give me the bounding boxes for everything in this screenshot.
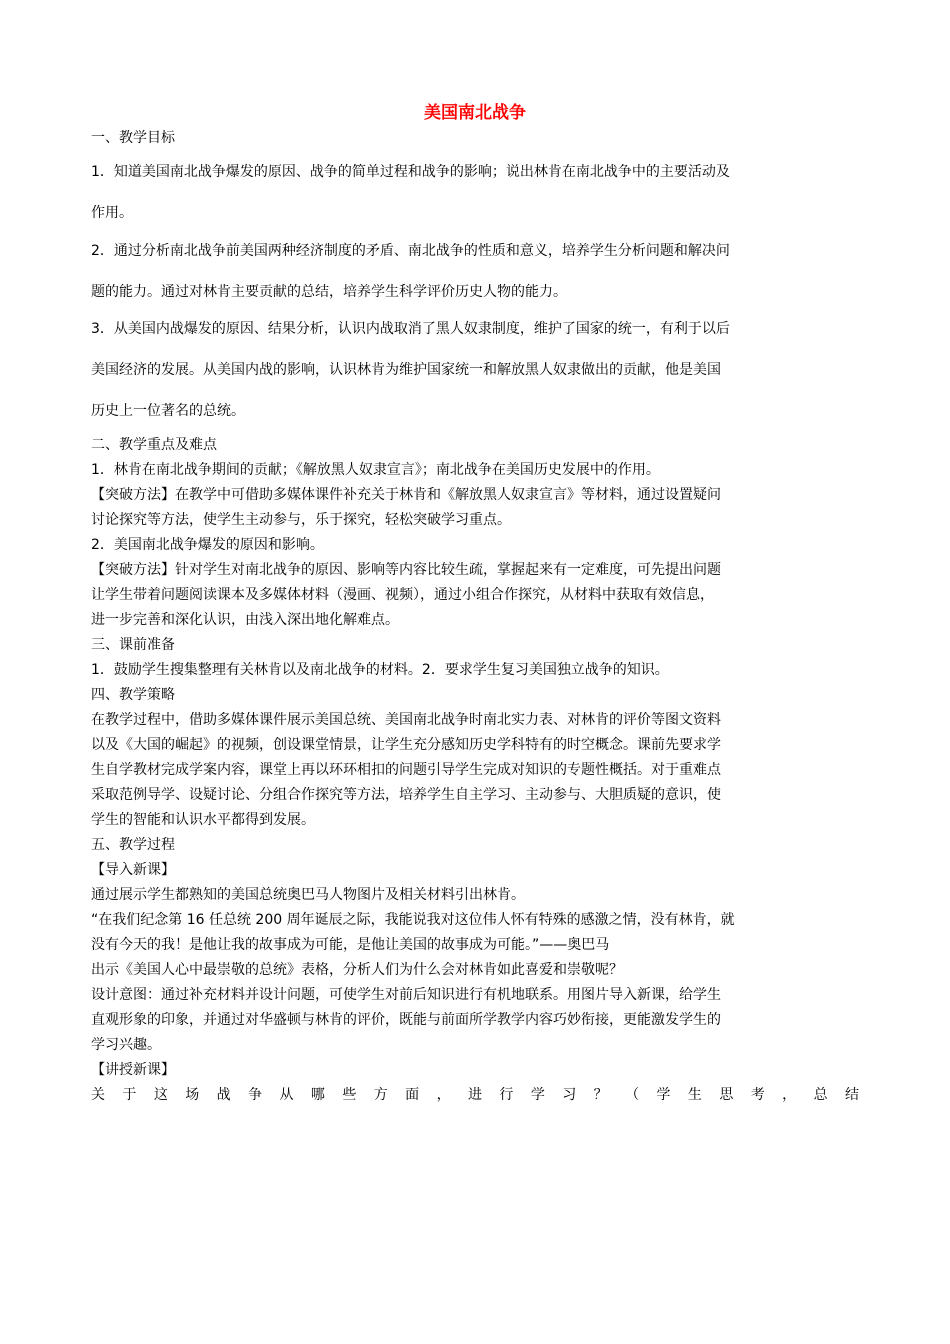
paragraph-line: 【突破方法】在教学中可借助多媒体课件补充关于林肯和《解放黑人奴隶宣言》等材料，通过设置疑问 <box>91 487 721 503</box>
paragraph-line: 1．鼓励学生搜集整理有关林肯以及南北战争的材料。2．要求学生复习美国独立战争的知识。 <box>91 662 669 678</box>
paragraph-line: 1．林肯在南北战争期间的贡献；《解放黑人奴隶宣言》；南北战争在美国历史发展中的作用。 <box>91 462 660 478</box>
subheading: 【导入新课】 <box>91 862 175 878</box>
paragraph-line: 直观形象的印象，并通过对华盛顿与林肯的评价，既能与前面所学教学内容巧妙衔接，更能激发学生的 <box>91 1012 721 1028</box>
paragraph-line: 以及《大国的崛起》的视频，创设课堂情景，让学生充分感知历史学科特有的时空概念。课前先要求学 <box>91 737 721 753</box>
section-heading: 五、教学过程 <box>91 837 175 853</box>
section-heading: 四、教学策略 <box>91 687 175 703</box>
paragraph-line: 在教学过程中，借助多媒体课件展示美国总统、美国南北战争时南北实力表、对林肯的评价等图文资料 <box>91 712 721 728</box>
paragraph-line: 美国经济的发展。从美国内战的影响，认识林肯为维护国家统一和解放黑人奴隶做出的贡献，他是美国 <box>91 362 721 378</box>
paragraph-line: 题的能力。通过对林肯主要贡献的总结，培养学生科学评价历史人物的能力。 <box>91 284 567 300</box>
section-heading: 一、教学目标 <box>91 130 175 146</box>
section-heading: 二、教学重点及难点 <box>91 437 217 453</box>
quote-line: 没有今天的我！是他让我的故事成为可能，是他让美国的故事成为可能。”——奥巴马 <box>91 937 610 953</box>
paragraph-line: 学生的智能和认识水平都得到发展。 <box>91 812 315 828</box>
section-heading: 三、课前准备 <box>91 637 175 653</box>
paragraph-line: 【突破方法】针对学生对南北战争的原因、影响等内容比较生疏，掌握起来有一定难度，可先提出问题 <box>91 562 721 578</box>
paragraph-line: 设计意图：通过补充材料并设计问题，可使学生对前后知识进行有机地联系。用图片导入新课，给学生 <box>91 987 721 1003</box>
paragraph-line: 2．通过分析南北战争前美国两种经济制度的矛盾、南北战争的性质和意义，培养学生分析问题和解决问 <box>91 243 730 259</box>
paragraph-line: 历史上一位著名的总统。 <box>91 403 245 419</box>
paragraph-line: 生自学教材完成学案内容，课堂上再以环环相扣的问题引导学生完成对知识的专题性概括。对于重难点 <box>91 762 721 778</box>
paragraph-line: 出示《美国人心中最崇敬的总统》表格，分析人们为什么会对林肯如此喜爱和崇敬呢？ <box>91 962 623 978</box>
paragraph-line: 3．从美国内战爆发的原因、结果分析，认识内战取消了黑人奴隶制度，维护了国家的统一，有利于以后 <box>91 321 730 337</box>
paragraph-line: 让学生带着问题阅读课本及多媒体材料（漫画、视频），通过小组合作探究，从材料中获取有效信息， <box>91 587 714 603</box>
paragraph-line: 1．知道美国南北战争爆发的原因、战争的简单过程和战争的影响；说出林肯在南北战争中的主要活动及 <box>91 164 730 180</box>
quote-line: “在我们纪念第 16 任总统 200 周年诞辰之际，我能说我对这位伟人怀有特殊的感激之情，没有林肯，就 <box>91 912 735 928</box>
paragraph-line: 讨论探究等方法，使学生主动参与，乐于探究，轻松突破学习重点。 <box>91 512 511 528</box>
document-title: 美国南北战争 <box>424 103 526 123</box>
paragraph-line: 采取范例导学、设疑讨论、分组合作探究等方法，培养学生自主学习、主动参与、大胆质疑的意识，使 <box>91 787 721 803</box>
paragraph-line: 关于这场战争从哪些方面，进行学习？（学生思考，总结 <box>91 1087 859 1103</box>
paragraph-line: 通过展示学生都熟知的美国总统奥巴马人物图片及相关材料引出林肯。 <box>91 887 525 903</box>
paragraph-line: 学习兴趣。 <box>91 1037 161 1053</box>
paragraph-line: 作用。 <box>91 205 133 221</box>
paragraph-line: 进一步完善和深化认识，由浅入深出地化解难点。 <box>91 612 399 628</box>
subheading: 【讲授新课】 <box>91 1062 175 1078</box>
paragraph-line: 2．美国南北战争爆发的原因和影响。 <box>91 537 324 553</box>
